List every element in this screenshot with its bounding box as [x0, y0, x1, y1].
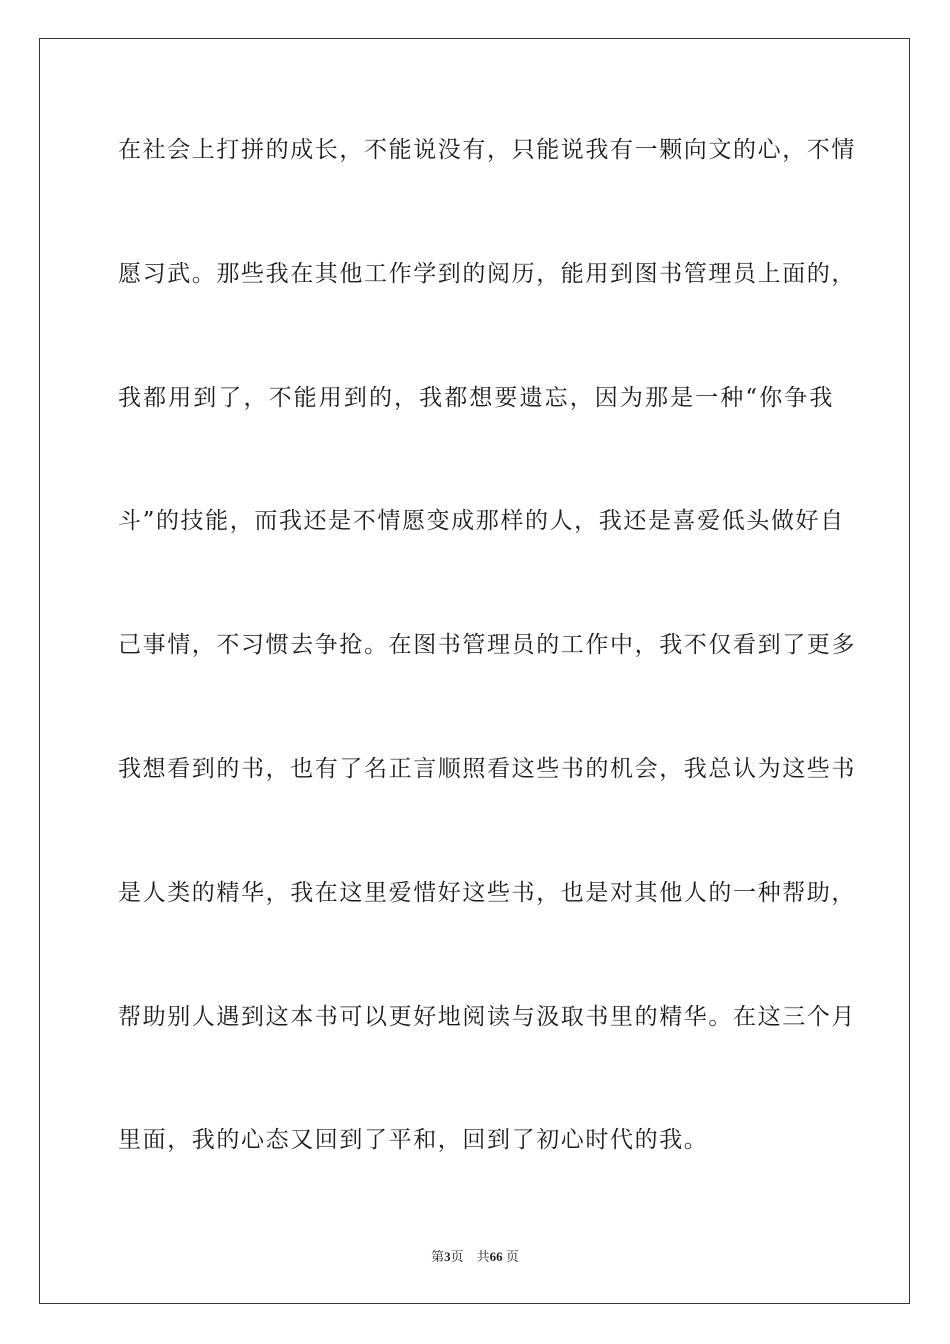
text-line-7: 是人类的精华，我在这里爱惜好这些书，也是对其他人的一种帮助， [118, 879, 856, 906]
text-line-2: 愿习武。那些我在其他工作学到的阅历，能用到图书管理员上面的， [118, 260, 856, 287]
text-line-9: 里面，我的心态又回到了平和，回到了初心时代的我。 [118, 1127, 709, 1154]
text-line-3: 我都用到了，不能用到的，我都想要遗忘，因为那是一种“你争我 [118, 384, 834, 411]
body-text [118, 128, 856, 1242]
text-line-5: 己事情，不习惯去争抢。在图书管理员的工作中，我不仅看到了更多 [118, 632, 856, 659]
page-prefix: 第 [431, 1249, 445, 1264]
total-suffix: 页 [505, 1249, 519, 1264]
text-line-6: 我想看到的书，也有了名正言顺照看这些书的机会，我总认为这些书 [118, 755, 856, 782]
total-pages: 66 [489, 1249, 503, 1264]
text-line-1: 在社会上打拼的成长，不能说没有，只能说我有一颗向文的心，不情 [118, 137, 856, 163]
total-prefix: 共 [476, 1249, 490, 1264]
page-suffix: 页 [450, 1249, 464, 1264]
text-line-8: 帮助别人遇到这本书可以更好地阅读与汲取书里的精华。在这三个月 [118, 1003, 856, 1030]
page-footer [0, 1246, 950, 1265]
text-line-4: 斗”的技能，而我还是不情愿变成那样的人，我还是喜爱低头做好自 [118, 508, 845, 535]
page-number: 3 [444, 1249, 451, 1264]
